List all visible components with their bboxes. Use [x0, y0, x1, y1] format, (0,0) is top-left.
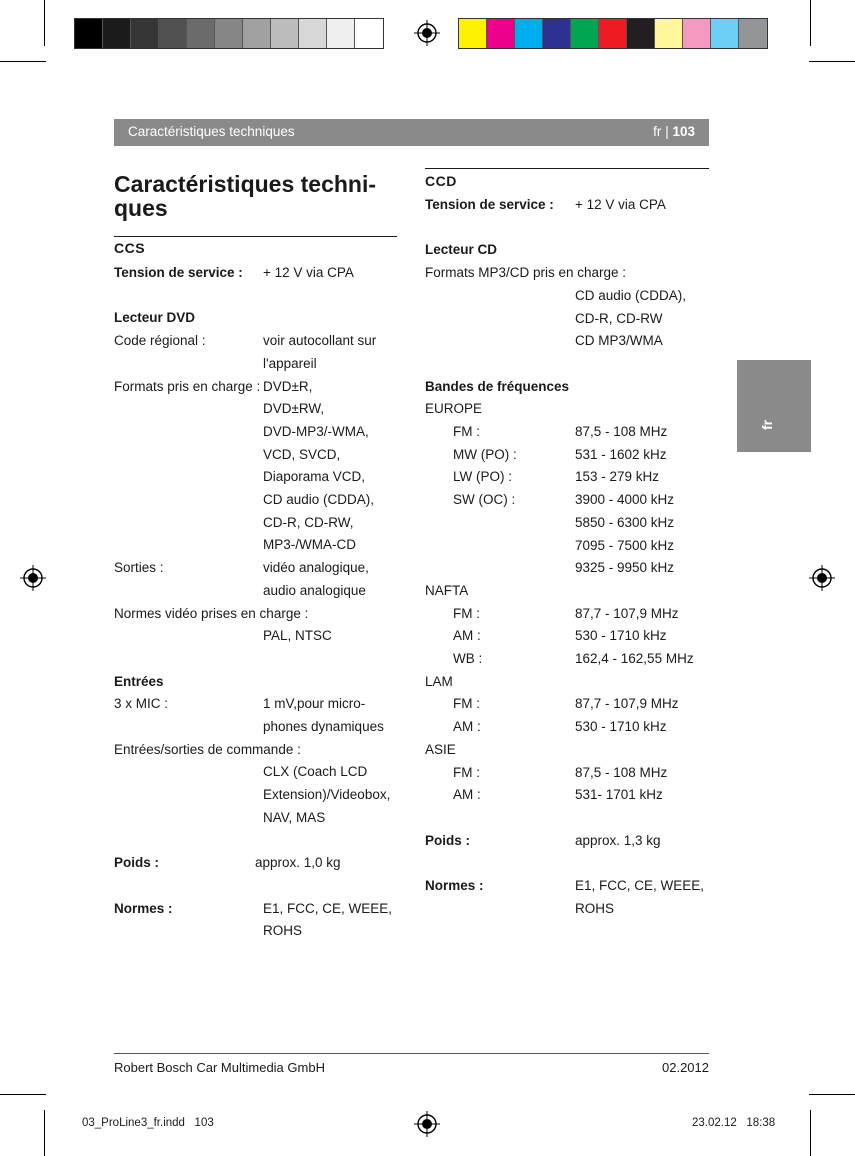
spec-label: LW (PO) :	[453, 469, 512, 485]
spec-value: 162,4 - 162,55 MHz	[575, 651, 694, 666]
spec-value: E1, FCC, CE, WEEE,	[575, 878, 705, 893]
color-swatch	[683, 19, 711, 48]
spec-label: Entrées/sorties de commande :	[114, 741, 301, 757]
language-tab	[737, 360, 811, 452]
spec-label: Lecteur CD	[425, 242, 498, 258]
spec-value: 87,5 - 108 MHz	[575, 764, 668, 780]
spec-value: voir autocollant sur	[263, 333, 377, 349]
spec-value: CLX (Coach LCD	[263, 764, 368, 780]
header-page-number: fr | 103	[653, 124, 695, 139]
page-title: Caractéristiques techni- ques	[114, 171, 377, 221]
footer-date: 02.2012	[662, 1060, 709, 1075]
spec-value: + 12 V via CPA	[263, 265, 354, 280]
spec-value: CD audio (CDDA),	[575, 287, 687, 303]
color-swatch	[599, 19, 627, 48]
spec-value: 87,7 - 107,9 MHz	[575, 696, 679, 712]
spec-label: FM :	[453, 605, 480, 621]
spec-label: Poids :	[425, 832, 471, 848]
spec-label: Normes vidéo prises en charge :	[114, 605, 309, 621]
spec-label: Lecteur DVD	[114, 310, 196, 326]
spec-value: CD-R, CD-RW,	[263, 514, 354, 530]
spec-value: audio analogique	[263, 582, 366, 598]
spec-value: 9325 - 9950 kHz	[575, 560, 675, 576]
spec-value: 531- 1701 kHz	[575, 787, 663, 803]
spec-value: 7095 - 7500 kHz	[575, 537, 675, 553]
spec-label: Tension de service :	[425, 197, 554, 212]
color-swatch	[355, 19, 383, 48]
color-swatch	[543, 19, 571, 48]
color-swatch	[75, 19, 103, 48]
spec-value: l'appareil	[263, 355, 317, 371]
spec-label: NAFTA	[425, 582, 469, 598]
footer-rule	[114, 1053, 709, 1054]
spec-value: DVD±R,	[263, 378, 313, 394]
spec-value: 1 mV,pour micro-	[263, 696, 366, 712]
color-swatch	[187, 19, 215, 48]
spec-value: DVD-MP3/-WMA,	[263, 423, 369, 439]
color-swatch	[103, 19, 131, 48]
spec-value: phones dynamiques	[263, 719, 384, 734]
spec-label: FM :	[453, 764, 480, 780]
color-swatch	[627, 19, 655, 48]
spec-label: Formats pris en charge :	[114, 378, 261, 394]
spec-value: vidéo analogique,	[263, 560, 369, 576]
spec-value: 87,7 - 107,9 MHz	[575, 605, 679, 621]
spec-value: + 12 V via CPA	[575, 197, 666, 212]
color-swatch	[571, 19, 599, 48]
spec-label: Normes :	[425, 878, 484, 893]
color-swatch	[711, 19, 739, 48]
spec-value: DVD±RW,	[263, 401, 325, 417]
color-swatch	[271, 19, 299, 48]
section-rule	[425, 168, 709, 169]
spec-value: Diaporama VCD,	[263, 469, 366, 485]
color-swatch	[243, 19, 271, 48]
running-header	[114, 119, 709, 146]
spec-value: approx. 1,3 kg	[575, 832, 661, 848]
spec-label: MW (PO) :	[453, 446, 517, 462]
spec-label: AM :	[453, 787, 481, 803]
spec-value: CD MP3/WMA	[575, 333, 663, 349]
registration-mark-icon	[414, 20, 440, 46]
spec-value: VCD, SVCD,	[263, 446, 341, 462]
spec-value: PAL, NTSC	[263, 628, 332, 644]
spec-value: 531 - 1602 kHz	[575, 446, 667, 462]
section-rule	[114, 236, 397, 237]
spec-label: WB :	[453, 651, 483, 666]
ccs-heading: CCS	[114, 240, 146, 256]
spec-value: CD-R, CD-RW	[575, 310, 663, 326]
color-swatch	[515, 19, 543, 48]
color-swatch	[131, 19, 159, 48]
spec-label: Bandes de fréquences	[425, 378, 570, 394]
spec-label: EUROPE	[425, 401, 483, 417]
gray-color-bar	[74, 18, 384, 49]
spec-value: 87,5 - 108 MHz	[575, 424, 668, 439]
registration-mark-icon	[20, 565, 46, 591]
color-swatch	[739, 19, 767, 48]
spec-value: ROHS	[263, 923, 303, 939]
language-tab-label: fr	[759, 419, 775, 430]
spec-value: 530 - 1710 kHz	[575, 719, 667, 735]
spec-label: SW (OC) :	[453, 492, 516, 508]
spec-value: NAV, MAS	[263, 809, 326, 825]
color-swatch	[327, 19, 355, 48]
spec-value: 153 - 279 kHz	[575, 469, 660, 485]
registration-mark-icon	[414, 1111, 440, 1137]
spec-label: ASIE	[425, 741, 456, 757]
spec-label: Tension de service :	[114, 265, 243, 280]
ccd-heading: CCD	[425, 173, 457, 189]
spec-value: 5850 - 6300 kHz	[575, 514, 675, 530]
spec-label: AM :	[453, 628, 481, 644]
spec-label: Entrées	[114, 673, 164, 689]
color-swatch	[655, 19, 683, 48]
spec-label: Formats MP3/CD pris en charge :	[425, 265, 627, 281]
process-color-bar	[458, 18, 768, 49]
spec-label: FM :	[453, 424, 480, 439]
spec-label: 3 x MIC :	[114, 696, 169, 712]
spec-label: Sorties :	[114, 560, 164, 576]
slug-datetime: 23.02.12 18:38	[692, 1117, 776, 1129]
color-swatch	[159, 19, 187, 48]
spec-label: Normes :	[114, 900, 173, 916]
color-swatch	[487, 19, 515, 48]
header-title: Caractéristiques techniques	[128, 124, 295, 139]
slug-file: 03_ProLine3_fr.indd 103	[82, 1117, 214, 1129]
spec-value: 3900 - 4000 kHz	[575, 492, 675, 508]
footer-company: Robert Bosch Car Multimedia GmbH	[114, 1060, 325, 1075]
spec-value: E1, FCC, CE, WEEE,	[263, 900, 393, 916]
spec-label: Poids :	[114, 855, 160, 871]
spec-value: CD audio (CDDA),	[263, 492, 375, 507]
spec-value: approx. 1,0 kg	[255, 855, 341, 871]
spec-label: Code régional :	[114, 333, 206, 349]
color-swatch	[299, 19, 327, 48]
color-swatch	[215, 19, 243, 48]
spec-label: LAM	[425, 673, 453, 689]
color-swatch	[459, 19, 487, 48]
spec-label: AM :	[453, 719, 481, 735]
spec-value: Extension)/Videobox,	[263, 787, 391, 803]
spec-value: ROHS	[575, 900, 615, 916]
spec-label: FM :	[453, 696, 480, 712]
registration-mark-icon	[809, 565, 835, 591]
spec-value: 530 - 1710 kHz	[575, 628, 667, 644]
spec-value: MP3-/WMA-CD	[263, 537, 356, 553]
